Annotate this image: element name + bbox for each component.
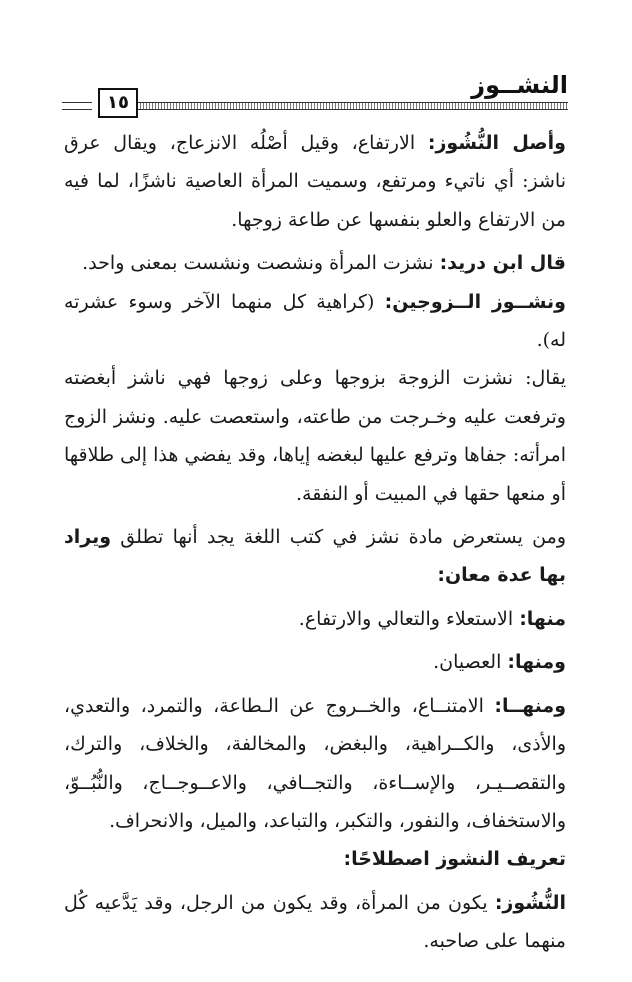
header-rule	[134, 102, 568, 110]
term-wa-minha-2: ومنهــا:	[494, 694, 566, 717]
paragraph-text: ومن يستعرض مادة نشز في كتب اللغة يجد أنها تطلق	[111, 526, 566, 549]
paragraph-meaning-2	[64, 643, 566, 681]
term-wa-minha: ومنها:	[507, 651, 566, 674]
paragraph-text: العصيان.	[433, 651, 508, 674]
term-nushuz: النُّشُوز:	[494, 891, 566, 914]
paragraph-usage	[64, 359, 566, 513]
paragraph-meanings-intro	[64, 518, 566, 595]
header-rule-left	[62, 102, 92, 110]
page-body	[64, 124, 566, 961]
paragraph-text: الامتنــاع، والخــروج عن الـطاعة، والتمرد، والتعدي، والأذى، والكــراهية، والبغض، والمخالفة، والخلاف، والترك، والتقصــيـر، والإســاءة، والتجــافي، والاعــوجــاج، والنُّبُــوّ، والاستخفاف، والنفور، والتكبر، والتباعد، والميل، والانحراف.	[64, 694, 566, 832]
paragraph-text: (كراهية كل منهما الآخر وسوء عشرته له).	[64, 290, 566, 352]
paragraph-technical-definition	[64, 884, 566, 961]
running-header	[62, 66, 568, 114]
paragraph-meaning-1	[64, 600, 566, 638]
term-meanings: ويراد بها عدة معان:	[64, 526, 566, 587]
paragraph-spouses-nushuz	[64, 283, 566, 360]
paragraph-text: يقال: نشزت الزوجة بزوجها وعلى زوجها فهي ناشز أبغضته وترفعت عليه وخـرجت من طاعته، واستعصت عليه. ونشز الزوج امرأته: جفاها وترفع عليها لبغضه إياها، وقد يفضي هذا إلى طلاقها أو منعها حقها في المبيت أو النفقة.	[64, 367, 566, 505]
paragraph-ibn-durayd	[64, 244, 566, 282]
section-heading-technical-definition: تعريف النشوز اصطلاحًا:	[343, 848, 566, 871]
term-minha: منها:	[519, 607, 566, 630]
term-ibn-durayd: قال ابن دريد:	[439, 252, 566, 275]
running-title: النشــوز	[471, 71, 568, 99]
term-spouses: ونشــوز الــزوجين:	[384, 290, 566, 313]
paragraph-text: يكون من المرأة، وقد يكون من الرجل، وقد يَدَّعيه كُل منهما على صاحبه.	[64, 891, 566, 953]
paragraph-meaning-3	[64, 687, 566, 841]
paragraph-origin-of-nushuz	[64, 124, 566, 239]
term-origin: وأصل النُّشُوز:	[427, 132, 566, 154]
paragraph-text: الارتفاع، وقيل أصْلُه الانزعاج، ويقال عرق ناشز: أي ناتيء ومرتفع، وسميت المرأة العاصية ناشزًا، لما فيه من الارتفاع والعلو بنفسها عن طاعة زوجها.	[64, 132, 566, 231]
paragraph-text: الاستعلاء والتعالي والارتفاع.	[298, 607, 520, 630]
page-number: ١٥	[98, 88, 138, 118]
paragraph-text: نشزت المرأة ونشصت ونشست بمعنى واحد.	[82, 252, 440, 275]
